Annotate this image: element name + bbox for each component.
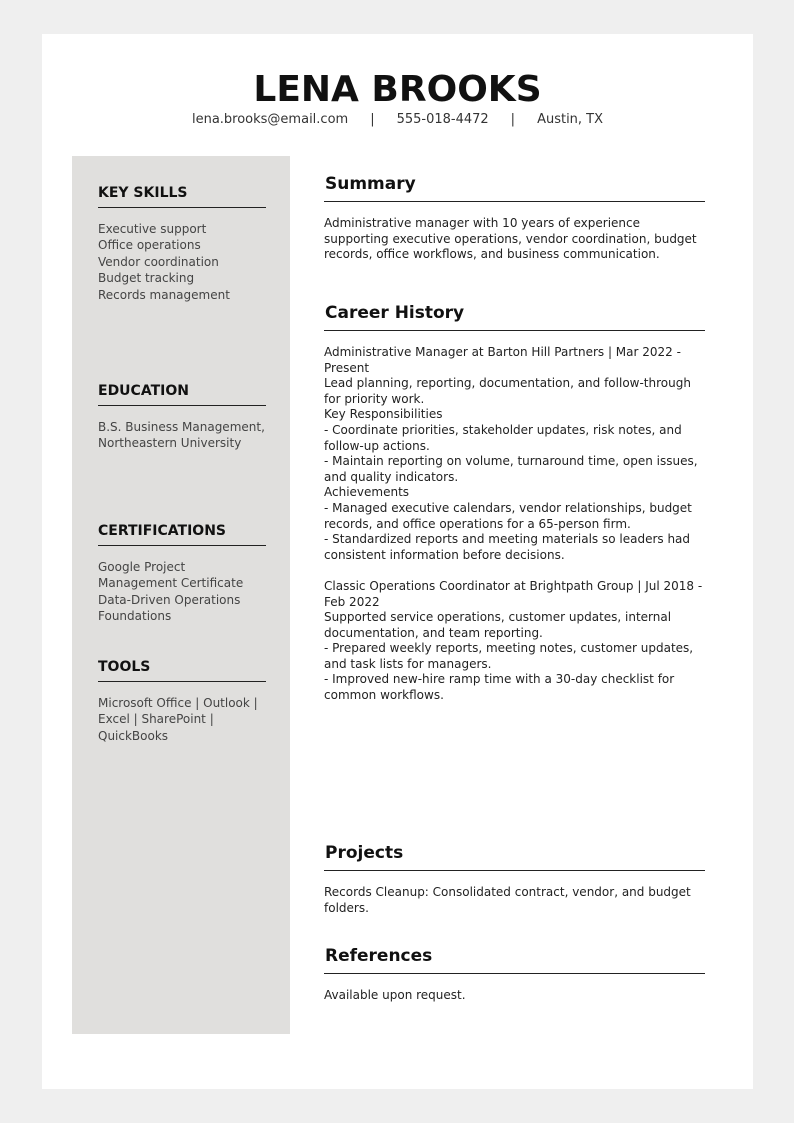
job-line: - Maintain reporting on volume, turnaround time, open issues, and quality indicators.: [324, 454, 698, 484]
sidebar: [72, 156, 290, 1034]
tools-item: Microsoft Office | Outlook | Excel | SharePoint | QuickBooks: [98, 696, 258, 743]
education-heading: EDUCATION: [98, 383, 266, 406]
skill-item: Executive support: [98, 222, 207, 236]
skills-list: [98, 221, 266, 303]
summary-heading: Summary: [324, 174, 705, 202]
skill-item: Vendor coordination: [98, 254, 219, 269]
references-section: [324, 946, 705, 1004]
summary-text: Administrative manager with 10 years of experience supporting executive operations, vendor coordination, budget records, office workflows, and business communication.: [324, 216, 697, 262]
contact-line: [42, 112, 753, 128]
job-line: - Improved new-hire ramp time with a 30-day checklist for common workflows.: [324, 672, 675, 703]
tools-list: [98, 695, 266, 744]
job-line: - Prepared weekly reports, meeting notes, customer updates, and task lists for managers.: [324, 641, 694, 671]
contact-phone: 555-018-4472: [396, 112, 489, 127]
contact-location: Austin, TX: [537, 112, 604, 127]
candidate-name: LENA BROOKS: [253, 69, 542, 110]
job-line: Administrative Manager at Barton Hill Partners | Mar 2022 - Present: [324, 345, 681, 375]
job-line: - Coordinate priorities, stakeholder updates, risk notes, and follow-up actions.: [324, 422, 682, 453]
references-text: Available upon request.: [324, 988, 466, 1002]
job-entry: [324, 345, 705, 563]
job-line: Supported service operations, customer updates, internal documentation, and team reporting.: [324, 610, 672, 640]
job-entry: [324, 579, 705, 704]
skills-section: [98, 185, 266, 303]
career-body: [324, 345, 705, 704]
job-line: Achievements: [324, 485, 410, 500]
references-heading: References: [324, 946, 705, 974]
summary-section: [324, 174, 705, 263]
contact-separator: |: [510, 112, 516, 127]
career-section: [324, 303, 705, 719]
education-section: [98, 383, 266, 452]
education-item: B.S. Business Management, Northeastern University: [98, 420, 265, 451]
tools-section: [98, 659, 266, 744]
projects-section: [324, 843, 705, 916]
projects-text: Records Cleanup: Consolidated contract, vendor, and budget folders.: [324, 885, 691, 915]
skill-item: Records management: [98, 287, 230, 302]
resume-page: [42, 34, 753, 1089]
job-line: Lead planning, reporting, documentation, and follow-through for priority work.: [324, 376, 691, 406]
skill-item: Budget tracking: [98, 271, 195, 286]
job-line: - Standardized reports and meeting materials so leaders had consistent information before decisions.: [324, 532, 691, 562]
tools-heading: TOOLS: [98, 659, 266, 682]
certifications-heading: CERTIFICATIONS: [98, 523, 266, 546]
contact-separator: |: [370, 112, 375, 127]
job-line: Classic Operations Coordinator at Brightpath Group | Jul 2018 - Feb 2022: [324, 578, 703, 609]
job-line: - Managed executive calendars, vendor relationships, budget records, and office operations for a 65-person firm.: [324, 500, 692, 531]
certifications-list: [98, 559, 266, 625]
job-line: Key Responsibilities: [324, 407, 443, 422]
certification-item: Google Project Management Certificate: [98, 560, 244, 591]
contact-email: lena.brooks@email.com: [191, 112, 349, 127]
career-heading: Career History: [324, 303, 705, 331]
projects-heading: Projects: [324, 843, 705, 871]
certifications-section: [98, 523, 266, 625]
certification-item: Data-Driven Operations Foundations: [98, 592, 241, 624]
skill-item: Office operations: [98, 238, 201, 253]
education-list: [98, 419, 266, 452]
skills-heading: KEY SKILLS: [98, 185, 266, 208]
